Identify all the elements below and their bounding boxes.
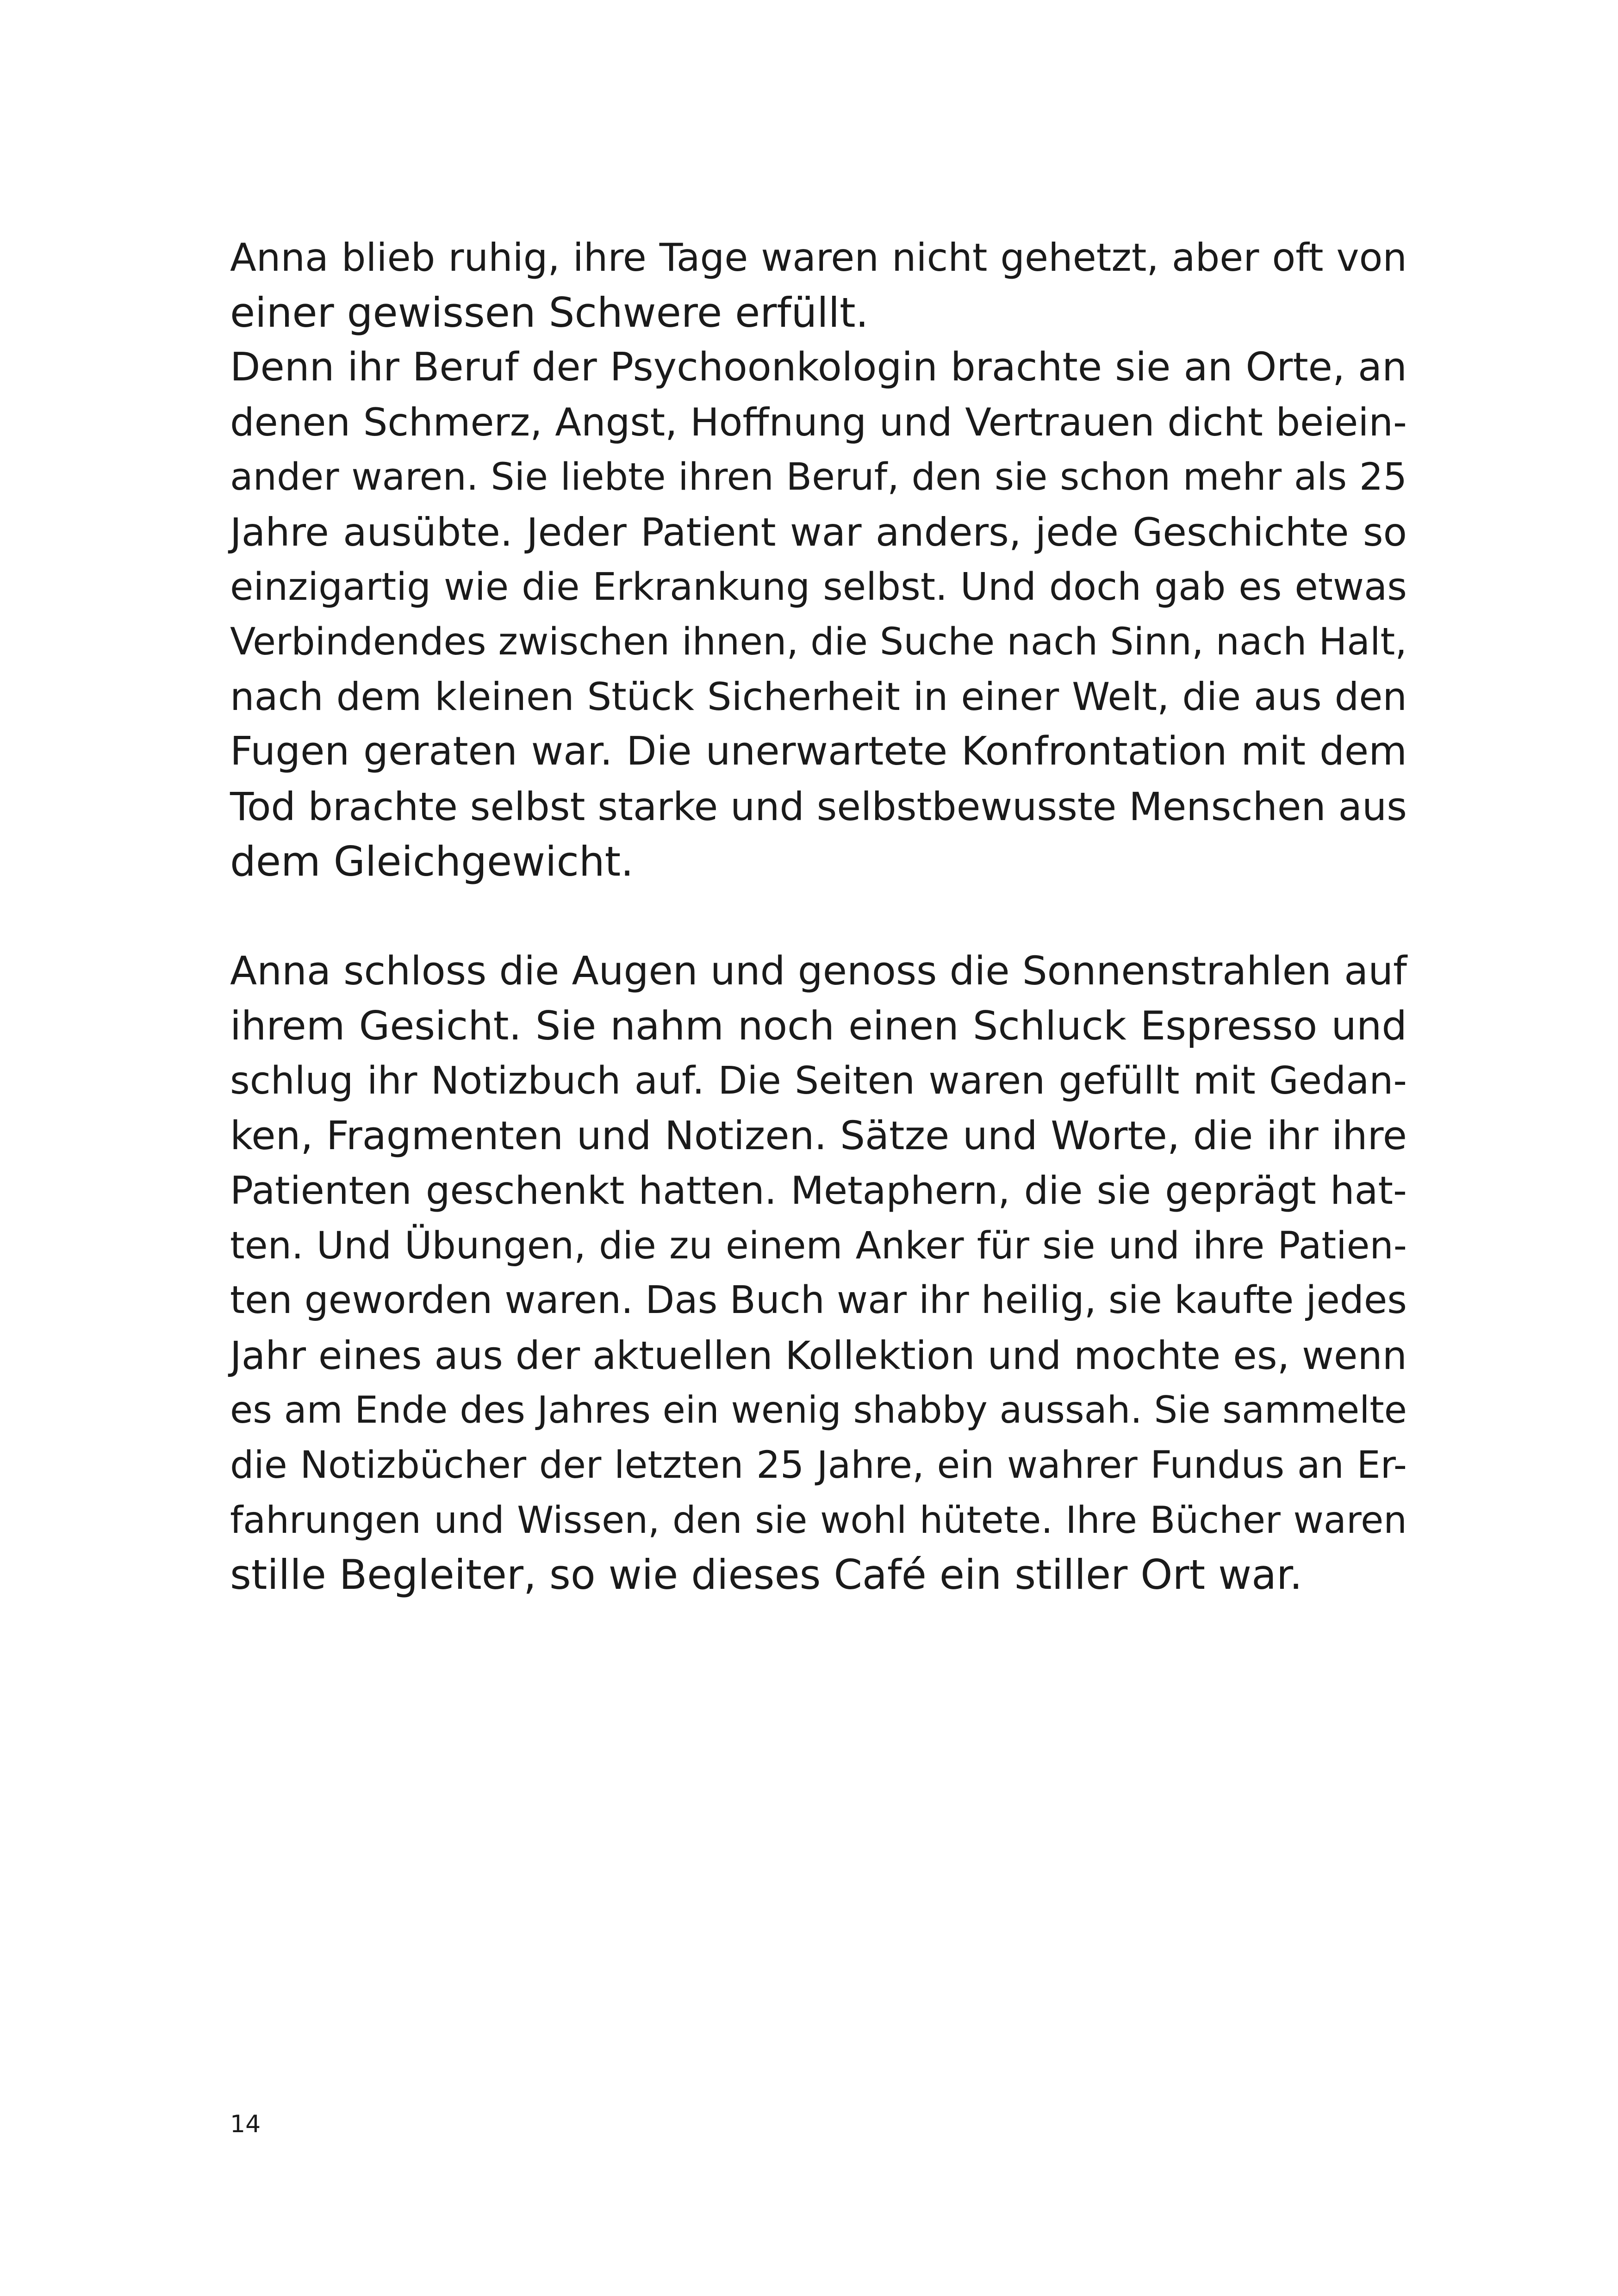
text-line: stille Begleiter, so wie dieses Café ein stiller Ort war. <box>230 1551 1303 1599</box>
text-line: Denn ihr Beruf der Psychoonkologin brachte sie an Orte, an <box>230 344 1407 391</box>
text-line: es am Ende des Jahres ein wenig shabby aussah. Sie sammelte <box>230 1388 1407 1432</box>
text-line: dem Gleichgewicht. <box>230 837 634 885</box>
paragraph-gap <box>230 889 1407 944</box>
text-line: einzigartig wie die Erkrankung selbst. Und doch gab es etwas <box>230 565 1407 609</box>
text-line: fahrungen und Wissen, den sie wohl hütete. Ihre Bücher waren <box>230 1498 1407 1542</box>
text-line: ten. Und Übungen, die zu einem Anker für sie und ihre Patien- <box>230 1224 1407 1268</box>
text-line: schlug ihr Notizbuch auf. Die Seiten waren gefüllt mit Gedan- <box>230 1058 1407 1103</box>
text-line: Patienten geschenkt hatten. Metaphern, die sie geprägt hat- <box>230 1168 1407 1213</box>
text-line: Anna blieb ruhig, ihre Tage waren nicht gehetzt, aber oft von <box>230 235 1407 280</box>
text-line: Jahr eines aus der aktuellen Kollektion und mochte es, wenn <box>230 1332 1407 1378</box>
text-line: nach dem kleinen Stück Sicherheit in einer Welt, die aus den <box>230 674 1407 719</box>
text-line: Anna schloss die Augen und genoss die Sonnenstrahlen auf <box>230 948 1407 994</box>
page-number: 14 <box>230 2110 261 2138</box>
text-line: einer gewissen Schwere erfüllt. <box>230 288 869 336</box>
text-line: Tod brachte selbst starke und selbstbewusste Menschen aus <box>230 784 1407 829</box>
text-line: ken, Fragmenten und Notizen. Sätze und Worte, die ihr ihre <box>230 1113 1407 1159</box>
text-line: denen Schmerz, Angst, Hoffnung und Vertrauen dicht beiein- <box>230 399 1407 445</box>
text-line: ander waren. Sie liebte ihren Beruf, den sie schon mehr als 25 <box>230 455 1407 499</box>
text-line: ten geworden waren. Das Buch war ihr heilig, sie kaufte jedes <box>230 1278 1407 1323</box>
text-line: Fugen geraten war. Die unerwartete Konfrontation mit dem <box>230 728 1407 775</box>
text-line: Jahre ausübte. Jeder Patient war anders, jede Geschichte so <box>230 509 1407 555</box>
body-text <box>230 230 1407 1603</box>
text-line: die Notizbücher der letzten 25 Jahre, ein wahrer Fundus an Er- <box>230 1444 1407 1487</box>
text-line: ihrem Gesicht. Sie nahm noch einen Schluck Espresso und <box>230 1003 1407 1050</box>
text-line: Verbindendes zwischen ihnen, die Suche nach Sinn, nach Halt, <box>230 620 1407 664</box>
